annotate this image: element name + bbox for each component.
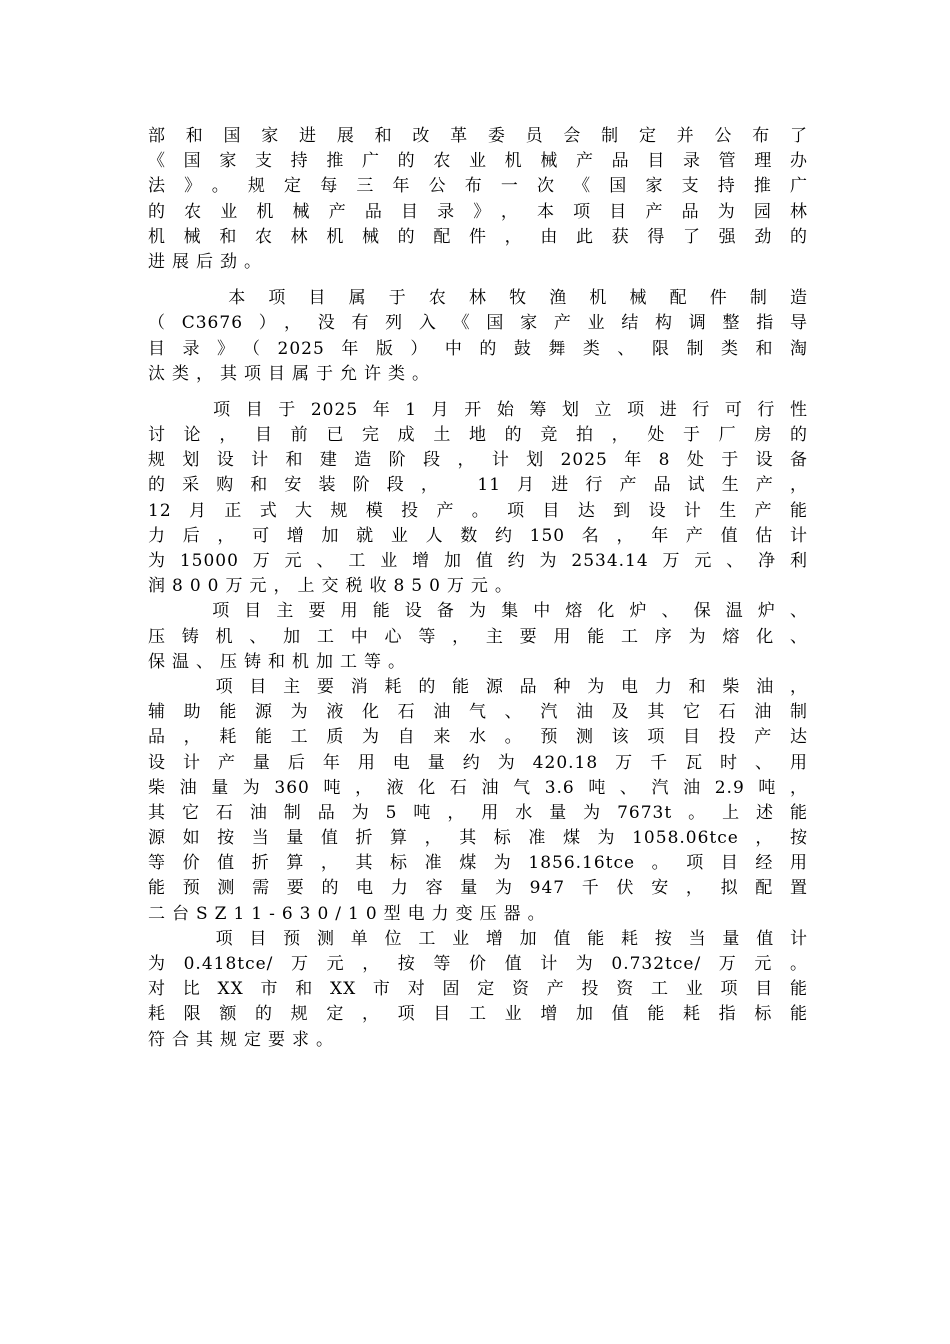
paragraph-gap <box>148 387 808 398</box>
text-line: 项目主要消耗的能源品种为电力和柴油， <box>148 676 808 697</box>
text-line: 项目预测单位工业增加值能耗按当量值计 <box>148 928 808 949</box>
text-line: 柴油量为360吨，液化石油气3.6吨、汽油2.9吨， <box>148 777 808 798</box>
text-line: 符合其规定要求。 <box>148 1029 340 1050</box>
text-line: 等价值折算，其标准煤为1856.16tce。项目经用 <box>148 853 808 874</box>
paragraph-5 <box>148 675 808 927</box>
text-line: 项目于2025年1月开始筹划立项进行可行性 <box>148 399 808 420</box>
text-line: 目录》（2025年版）中的鼓舞类、限制类和淘 <box>148 338 808 359</box>
text-line: 部和国家进展和改革委员会制定并公布了 <box>148 126 808 146</box>
paragraph-6 <box>148 927 808 1053</box>
text-line: 对比XX市和XX市对固定资产投资工业项目能 <box>148 979 808 1000</box>
paragraph-2 <box>148 286 808 387</box>
text-line: 汰类，其项目属于允许类。 <box>148 363 436 384</box>
text-line: 其它石油制品为5吨，用水量为7673t。上述能 <box>148 802 808 823</box>
paragraph-3 <box>148 398 808 600</box>
text-line: 品，耗能工质为自来水。预测该项目投产达 <box>148 727 808 748</box>
text-line: 机械和农林机械的配件，由此获得了强劲的 <box>148 226 808 247</box>
text-line: （C3676），没有列入《国家产业结构调整指导 <box>148 313 808 334</box>
text-line: 设计产量后年用电量约为420.18万千瓦时、用 <box>148 752 808 773</box>
text-line: 法》。规定每三年公布一次《国家支持推广 <box>148 176 808 197</box>
paragraph-gap <box>148 275 808 286</box>
text-line: 的采购和安装阶段， 11月进行产品试生产， <box>148 475 808 496</box>
text-line: 二台SZ11-630/10型电力变压器。 <box>148 903 552 924</box>
text-line: 力后，可增加就业人数约150名，年产值估计 <box>148 525 808 546</box>
text-line: 源如按当量值折算，其标准煤为1058.06tce，按 <box>148 828 808 849</box>
text-line: 保温、压铸和机加工等。 <box>148 651 412 672</box>
paragraph-4 <box>148 599 808 675</box>
text-line: 的农业机械产品目录》，本项目产品为园林 <box>148 201 808 222</box>
document-body <box>148 124 808 1053</box>
text-line: 本项目属于农林牧渔机械配件制造 <box>148 288 808 309</box>
text-line: 讨论，目前已完成土地的竞拍，处于厂房的 <box>148 425 808 446</box>
text-line: 《国家支持推广的农业机械产品目录管理办 <box>148 151 808 172</box>
text-line: 项目主要用能设备为集中熔化炉、保温炉、 <box>148 601 808 622</box>
paragraph-1 <box>148 124 808 275</box>
text-line: 压铸机、加工中心等，主要用能工序为熔化、 <box>148 626 808 647</box>
text-line: 为0.418tce/万元，按等价值计为0.732tce/万元。 <box>148 954 808 974</box>
text-line: 辅助能源为液化石油气、汽油及其它石油制 <box>148 702 808 723</box>
text-line: 12月正式大规模投产。项目达到设计生产能 <box>148 500 808 521</box>
text-line: 润800万元，上交税收850万元。 <box>148 576 519 597</box>
text-line: 能预测需要的电力容量为947千伏安，拟配置 <box>148 878 808 899</box>
text-line: 耗限额的规定，项目工业增加值能耗指标能 <box>148 1004 808 1025</box>
text-line: 为15000万元、工业增加值约为2534.14万元、净利 <box>148 551 808 571</box>
text-line: 规划设计和建造阶段，计划2025年8处于设备 <box>148 450 808 471</box>
text-line: 进展后劲。 <box>148 251 268 272</box>
